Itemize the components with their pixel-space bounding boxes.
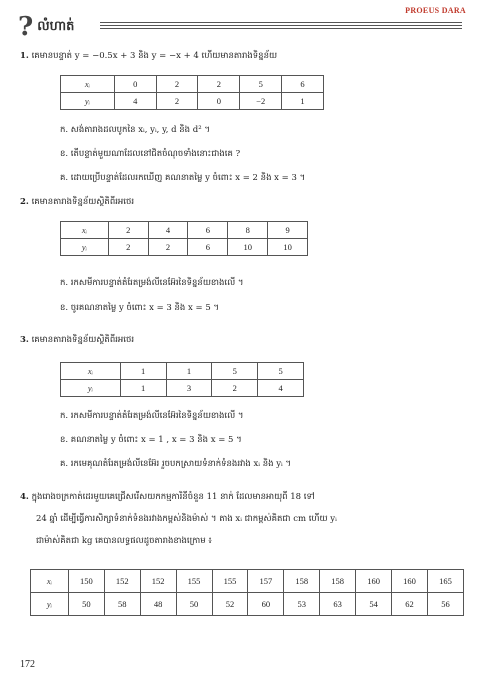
table-cell: 152 (104, 570, 140, 593)
table-cell: 4 (258, 380, 304, 397)
table-cell: 155 (212, 570, 248, 593)
table-cell: 8 (228, 222, 268, 239)
table-cell: 58 (104, 593, 140, 616)
exercise-3-question-a: ក. រកសមីការបន្ទាត់តំរែតម្រង់លីនេអ៊ែរនៃទិន្នន័យខាងលើ ។ (60, 411, 244, 421)
row-label-y: yᵢ (61, 380, 121, 397)
table-cell: 52 (212, 593, 248, 616)
table-cell: 10 (268, 239, 308, 256)
table-cell: 60 (248, 593, 284, 616)
question-mark-icon: ? (18, 12, 34, 42)
table-cell: 1 (166, 363, 212, 380)
exercise-2-intro (20, 196, 134, 208)
table-cell: 50 (68, 593, 104, 616)
exercise-4-line-2: 24 ឆ្នាំ ដើម្បីធ្វើការសិក្សាទំនាក់ទំនងរវាងកម្ពស់និងម៉ាស់ ។ តាង xᵢ ជាកម្ពស់គិតជា cm ហើយ yᵢ (36, 514, 337, 524)
exercise-1-number: 1. (20, 51, 29, 61)
table-cell: 2 (108, 239, 148, 256)
table-cell: 48 (140, 593, 176, 616)
table-row-x (61, 363, 304, 380)
exercise-1-question-b: ខ. តើបន្ទាត់មួយណាដែលនៅជិតចំណុចទាំងនោះជាងគេ ? (60, 149, 241, 159)
table-cell: 10 (228, 239, 268, 256)
exercise-4-line-1-text: ក្នុងរោងចក្រកាត់ដេរមួយគេជ្រើសរើសយកកម្មការិនីចំនួន 11 នាក់ ដែលមានអាយុពី 18 ទៅ (31, 492, 315, 502)
table-cell: 56 (427, 593, 463, 616)
exercise-3-intro (20, 334, 134, 346)
exercise-1-question-c: គ. ដោយប្រើបន្ទាត់ដែលរកឃើញ គណនាតម្លៃ y ចំពោះ x = 2 និង x = 3 ។ (60, 173, 306, 183)
table-cell: 53 (284, 593, 320, 616)
exercise-2-number: 2. (20, 197, 29, 207)
exercise-4-table (30, 569, 464, 616)
table-row-y (31, 593, 464, 616)
exercise-4-line-1 (20, 491, 315, 503)
page-number: 172 (20, 659, 35, 670)
exercise-1-intro (20, 50, 277, 62)
table-cell: 2 (108, 222, 148, 239)
table-cell: 0 (114, 76, 156, 93)
exercise-3-question-c: គ. រកមេគុណតំរែតម្រង់លីនេអ៊ែរ រួចបកស្រាយទំនាក់ទំនងរវាង xᵢ និង yᵢ ។ (60, 459, 292, 469)
table-cell: 150 (68, 570, 104, 593)
table-cell: 62 (392, 593, 428, 616)
table-cell: 1 (282, 93, 324, 110)
table-cell: 2 (156, 76, 198, 93)
row-label-y: yᵢ (61, 239, 109, 256)
section-heading (18, 14, 74, 40)
table-cell: 63 (320, 593, 356, 616)
exercise-2-question-a: ក. រកសមីការបន្ទាត់តំរែតម្រង់លីនេអ៊ែរនៃទិន្នន័យខាងលើ ។ (60, 278, 244, 288)
row-label-y: yᵢ (31, 593, 69, 616)
exercise-4-line-3: ជាម៉ាស់គិតជា kg គេបានលទ្ធផលដូចតារាងខាងក្រោម ៖ (36, 536, 213, 546)
table-cell: 1 (120, 363, 166, 380)
table-cell: 6 (188, 222, 228, 239)
table-row-y (61, 93, 324, 110)
table-cell: 4 (148, 222, 188, 239)
exercise-2-table (60, 221, 308, 256)
table-cell: 157 (248, 570, 284, 593)
exercise-3-number: 3. (20, 335, 29, 345)
brand-label: PROEUS DARA (405, 6, 466, 15)
table-cell: 2 (156, 93, 198, 110)
table-cell: 5 (258, 363, 304, 380)
row-label-x: xᵢ (61, 363, 121, 380)
table-cell: 1 (120, 380, 166, 397)
exercise-3-table (60, 362, 304, 397)
table-cell: 158 (284, 570, 320, 593)
table-cell: 152 (140, 570, 176, 593)
table-row-x (61, 76, 324, 93)
table-cell: 2 (212, 380, 258, 397)
table-row-x (31, 570, 464, 593)
table-cell: 158 (320, 570, 356, 593)
table-cell: 6 (188, 239, 228, 256)
table-cell: 54 (356, 593, 392, 616)
exercise-4-number: 4. (20, 492, 29, 502)
row-label-y: yᵢ (61, 93, 115, 110)
exercise-2-question-b: ខ. ចូរគណនាតម្លៃ y ចំពោះ x = 3 និង x = 5 ។ (60, 303, 220, 313)
section-title: លំហាត់ (37, 18, 75, 34)
table-cell: 160 (392, 570, 428, 593)
table-cell: 2 (148, 239, 188, 256)
row-label-x: xᵢ (31, 570, 69, 593)
table-cell: 6 (282, 76, 324, 93)
table-row-y (61, 239, 308, 256)
table-cell: 4 (114, 93, 156, 110)
exercise-3-intro-text: គេមានតារាងទិន្នន័យស្ថិតិពីរអថេរ (31, 335, 135, 345)
table-row-x (61, 222, 308, 239)
row-label-x: xᵢ (61, 76, 115, 93)
exercise-1-table (60, 75, 324, 110)
table-cell: 160 (356, 570, 392, 593)
exercise-3-question-b: ខ. គណនាតម្លៃ y ចំពោះ x = 1 , x = 3 និង x = 5 ។ (60, 435, 242, 445)
heading-divider-lines (100, 22, 462, 31)
exercise-1-question-a: ក. សង់តារាងដលបូកនៃ xᵢ, yᵢ, y, d និង d² ។ (60, 125, 210, 135)
table-cell: 50 (176, 593, 212, 616)
table-cell: −2 (240, 93, 282, 110)
row-label-x: xᵢ (61, 222, 109, 239)
exercise-2-intro-text: គេមានតារាងទិន្នន័យស្ថិតិពីរអថេរ (31, 197, 135, 207)
table-cell: 155 (176, 570, 212, 593)
table-cell: 0 (198, 93, 240, 110)
table-cell: 5 (240, 76, 282, 93)
table-cell: 165 (427, 570, 463, 593)
table-cell: 5 (212, 363, 258, 380)
table-cell: 9 (268, 222, 308, 239)
exercise-1-intro-text: គេមានបន្ទាត់ y = −0.5x + 3 និង y = −x + 4 ហើយមានតារាងទិន្នន័យ (31, 51, 278, 61)
table-row-y (61, 380, 304, 397)
table-cell: 2 (198, 76, 240, 93)
table-cell: 3 (166, 380, 212, 397)
